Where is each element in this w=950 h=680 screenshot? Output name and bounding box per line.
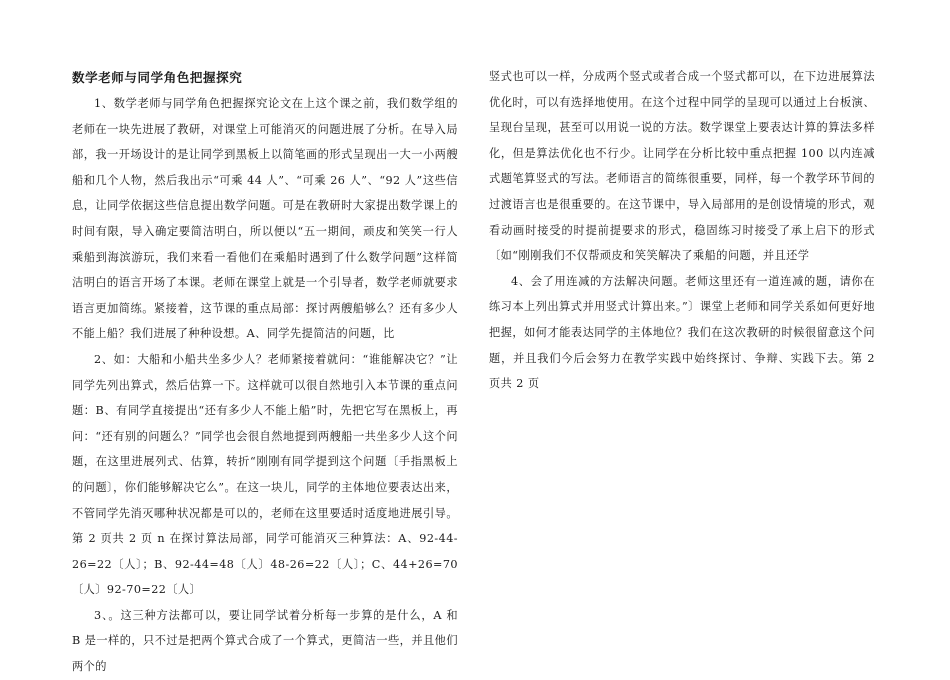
paragraph-3-continued: 竖式也可以一样，分成两个竖式或者合成一个竖式都可以，在下边进展算法优化时，可以有选择地使用。在这个过程中同学的呈现可以通过上台板演、呈现台呈现，甚至可以用说一说的方法。数学课堂上要表达计算的算法多样化，但是算法优化也不行少。让同学在分析比较中重点把握 100 以内连减式题笔算竖式的写法。老师语言的简练很重要，同样，每一个教学环节间的过渡语言也是很重要的。在这节课中，导入局部用的是创设情境的形式，观看动画时接受的时提前提要求的形式，稳固练习时接受了承上启下的形式〔如“刚刚我们不仅帮顽皮和笑笑解决了乘船的问题，并且还学	[489, 70, 875, 263]
paragraph-2: 2、如：大船和小船共坐多少人？老师紧接着就问：“谁能解决它？”让同学先列出算式，然后估算一下。这样就可以很自然地引入本节课的重点问题：B、有同学直接提出“还有多少人不能上船”时，先把它写在黑板上，再问：“还有别的问题么？”同学也会很自然地提到两艘船一共坐多少人这个问题，在这里进展列式、估算，转折“刚刚有同学提到这个问题〔手指黑板上的问题〕，你们能够解决它么”。在这一块儿，同学的主体地位要表达出来，不管同学先消灭哪种状况都是可以的，老师在这里要适时适度地进展引导。第 2 页共 2 页 n 在探讨算法局部，同学可能消灭三种算法：A、92-44-26=22〔人〕；B、92-44=48〔人〕48-26=22〔人〕；C、44+26=70〔人〕92-70=22〔人〕	[72, 352, 458, 597]
paragraph-3: 3、。这三种方法都可以，要让同学试着分析每一步算的是什么，A 和 B 是一样的，只不过是把两个算式合成了一个算式，更简洁一些，并且他们两个的	[72, 608, 458, 674]
right-column	[489, 64, 875, 397]
document-title: 数学老师与同学角色把握探究	[72, 70, 243, 85]
left-column	[72, 58, 458, 680]
paragraph-4: 4、会了用连减的方法解决问题。老师这里还有一道连减的题，请你在练习本上列出算式并用竖式计算出来。”〕课堂上老师和同学关系如何更好地把握，如何才能表达同学的主体地位？我们在这次教研的时候很留意这个问题，并且我们今后会努力在教学实践中始终探讨、争辩、实践下去。第 2 页共 2 页	[489, 274, 875, 391]
paragraph-1: 1、数学老师与同学角色把握探究论文在上这个课之前，我们数学组的老师在一块先进展了教研，对课堂上可能消灭的问题进展了分析。在导入局部，我一开场设计的是让同学到黑板上以简笔画的形式呈现出一大一小两艘船和几个人物，然后我出示“可乘 44 人”、“可乘 26 人”、“92 人”这些信息，让同学依据这些信息提出数学问题。可是在教研时大家提出数学课上的时间有限，导入确定要简洁明白，所以便以“五一期间，顽皮和笑笑一行人乘船到海滨游玩，我们来看一看他们在乘船时遇到了什么数学问题”这样简洁明白的语言开场了本课。老师在课堂上就是一个引导者，数学老师就要求语言更加简练。紧接着，这节课的重点局部：探讨两艘船够么？还有多少人不能上船？我们进展了种种设想。A、同学先提简洁的问题，比	[72, 97, 458, 341]
